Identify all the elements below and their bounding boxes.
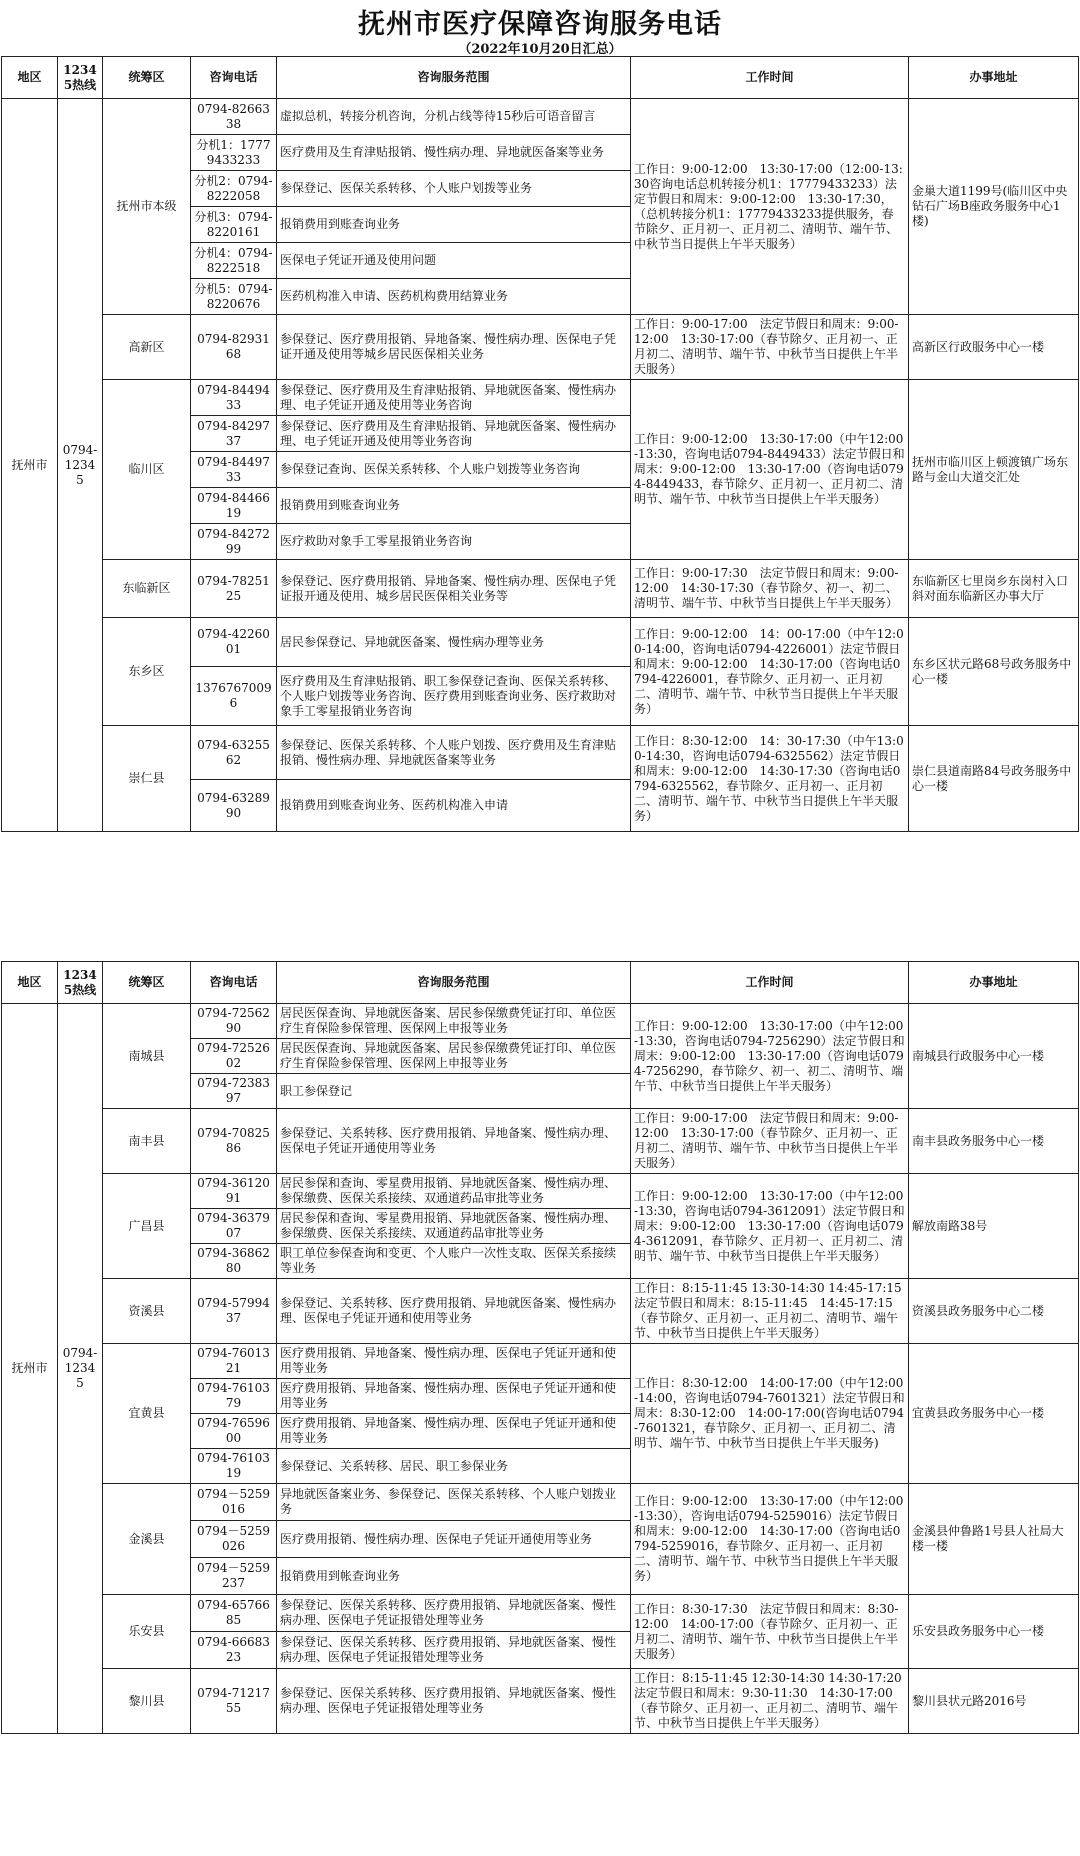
phone-cell: 0794-8446619 [191,488,277,524]
phone-cell: 分机3：0794-8220161 [191,207,277,243]
header-region: 地区 [2,962,58,1004]
table-header-row [2,962,1079,1004]
scope-cell: 医疗救助对象手工零星报销业务咨询 [277,524,631,560]
phone-cell: 0794－5259237 [191,1558,277,1595]
scope-cell: 参保登记、医保关系转移、个人账户划拨等业务 [277,171,631,207]
address-cell: 东临新区七里岗乡东岗村入口斜对面东临新区办事大厅 [909,560,1079,618]
address-cell: 崇仁县道南路84号政务服务中心一楼 [909,726,1079,832]
scope-cell: 医保电子凭证开通及使用问题 [277,243,631,279]
hotline-cell: 0794-12345 [58,99,103,832]
scope-cell: 参保登记、医保关系转移、医疗费用报销、异地就医备案、慢性病办理、医保电子凭证报错处理等业务 [277,1669,631,1734]
address-cell: 南城县行政服务中心一楼 [909,1004,1079,1109]
phone-cell: 0794－5259026 [191,1521,277,1558]
hours-cell: 工作日：9:00-17:00 法定节假日和周末：9:00-12:00 13:30-17:00（春节除夕、正月初一、正月初二、清明节、端午节、中秋节当日提供上午半天服务） [631,1109,909,1174]
table-row [2,1004,1079,1039]
area-cell: 乐安县 [103,1595,191,1669]
address-cell: 乐安县政务服务中心一楼 [909,1595,1079,1669]
scope-cell: 医疗费用报销、异地备案、慢性病办理、医保电子凭证开通和使用等业务 [277,1414,631,1449]
region-cell: 抚州市 [2,1004,58,1734]
phone-cell: 0794-7238397 [191,1074,277,1109]
table-row [2,1595,1079,1632]
address-cell: 资溪县政务服务中心二楼 [909,1279,1079,1344]
hours-cell: 工作日：9:00-12:00 13:30-17:00（中午12:00-13:30），咨询电话0794-5259016）法定节假日和周末：9:00-12:00 14:30-17:00（咨询电话0794-5259016，春节除夕、正月初一、正月初二、清明节、端午节、中秋节当日提供上午半天服务） [631,1484,909,1595]
area-cell: 东临新区 [103,560,191,618]
phone-cell: 0794-7610379 [191,1379,277,1414]
header-area: 统筹区 [103,57,191,99]
phone-cell: 0794-7252602 [191,1039,277,1074]
phone-cell: 0794-4226001 [191,618,277,667]
phone-cell: 0794-7610319 [191,1449,277,1484]
table-row [2,1669,1079,1734]
scope-cell: 医疗费用及生育津贴报销、职工参保登记查询、医保关系转移、个人账户划拨等业务咨询、医疗费用到账查询业务、医疗救助对象手工零星报销业务咨询 [277,667,631,726]
hours-cell: 工作日：9:00-12:00 14：00-17:00（中午12:00-14:00，咨询电话0794-4226001）法定节假日和周末：9:00-12:00 14:30-17:00（咨询电话0794-4226001，春节除夕、正月初一、正月初二、清明节、端午节、中秋节当日提供上午半天服务） [631,618,909,726]
table-row [2,1174,1079,1209]
phone-cell: 分机2：0794-8222058 [191,171,277,207]
hours-cell: 工作日：8:30-17:30 法定节假日和周末：8:30-12:00 14:00-17:00（春节除夕、正月初一、正月初二、清明节、端午节、中秋节当日提供上午半天服务） [631,1595,909,1669]
scope-cell: 医疗费用报销、异地备案、慢性病办理、医保电子凭证开通和使用等业务 [277,1379,631,1414]
phone-cell: 0794-5799437 [191,1279,277,1344]
scope-cell: 居民参保登记、异地就医备案、慢性病办理等业务 [277,618,631,667]
hours-cell: 工作日：9:00-17:00 法定节假日和周末：9:00-12:00 13:30-17:00（春节除夕、正月初一、正月初二、清明节、端午节、中秋节当日提供上午半天服务） [631,315,909,380]
header-hours: 工作时间 [631,57,909,99]
table-row [2,1109,1079,1174]
hours-cell: 工作日：9:00-12:00 13:30-17:00（12:00-13:30咨询电话总机转接分机1：17779433233）法定节假日和周末：9:00-12:00 13:30-17:30，（总机转接分机1：17779433233提供服务，春节除夕、正月初一、正月初二、清明节、端午节、中秋节当日提供上午半天服务） [631,99,909,315]
area-cell: 广昌县 [103,1174,191,1279]
document-title: 抚州市医疗保障咨询服务电话 [358,9,722,40]
table-row [2,618,1079,667]
scope-cell: 参保登记、医疗费用及生育津贴报销、异地就医备案、慢性病办理、电子凭证开通及使用等业务咨询 [277,380,631,416]
phone-cell: 13767670096 [191,667,277,726]
scope-cell: 参保登记、关系转移、医疗费用报销、异地备案、慢性病办理、医保电子凭证开通使用等业务 [277,1109,631,1174]
scope-cell: 参保登记、关系转移、医疗费用报销、异地就医备案、慢性病办理、医保电子凭证开通和使用等业务 [277,1279,631,1344]
address-cell: 东乡区状元路68号政务服务中心一楼 [909,618,1079,726]
phone-cell: 0794-7256290 [191,1004,277,1039]
header-hours: 工作时间 [631,962,909,1004]
phone-cell: 0794-8293168 [191,315,277,380]
table-row [2,726,1079,780]
phone-cell: 0794-3686280 [191,1244,277,1279]
area-cell: 金溪县 [103,1484,191,1595]
hours-cell: 工作日：9:00-12:00 13:30-17:00（中午12:00-13:30，咨询电话0794-3612091）法定节假日和周末：9:00-12:00 13:30-17:00（咨询电话0794-3612091，春节除夕、正月初一、正月初二、清明节、端午节、中秋节当日提供上午半天服务） [631,1174,909,1279]
phone-cell: 0794-6328990 [191,780,277,832]
phone-cell: 分机5：0794-8220676 [191,279,277,315]
area-cell: 宜黄县 [103,1344,191,1484]
table-row [2,315,1079,380]
phone-cell: 0794-8449433 [191,380,277,416]
scope-cell: 医疗费用及生育津贴报销、慢性病办理、异地就医备案等业务 [277,135,631,171]
hours-cell: 工作日：9:00-12:00 13:30-17:00（中午12:00-13:30，咨询电话0794-8449433）法定节假日和周末：9:00-12:00 13:30-17:00（咨询电话0794-8449433，春节除夕、正月初一、正月初二、清明节、端午节、中秋节当日提供上午半天服务） [631,380,909,560]
scope-cell: 参保登记、关系转移、居民、职工参保业务 [277,1449,631,1484]
area-cell: 南丰县 [103,1109,191,1174]
phone-cell: 0794-8429737 [191,416,277,452]
scope-cell: 参保登记、医疗费用报销、异地备案、慢性病办理、医保电子凭证报开通及使用、城乡居民医保相关业务等 [277,560,631,618]
table-header-row [2,57,1079,99]
hotline-cell: 0794-12345 [58,1004,103,1734]
scope-cell: 居民参保和查询、零星费用报销、异地就医备案、慢性病办理、参保缴费、医保关系接续、双通道药品审批等业务 [277,1209,631,1244]
document-subtitle: （2022年10月20日汇总） [458,42,622,57]
scope-cell: 报销费用到账查询业务、医药机构准入申请 [277,780,631,832]
hours-cell: 工作日：9:00-12:00 13:30-17:00（中午12:00-13:30，咨询电话0794-7256290）法定节假日和周末：9:00-12:00 13:30-17:00（咨询电话0794-7256290，春节除夕、初一、初二、清明节、端午节、中秋节当日提供上午半天服务） [631,1004,909,1109]
scope-cell: 医疗费用报销、慢性病办理、医保电子凭证开通使用等业务 [277,1521,631,1558]
address-cell: 宜黄县政务服务中心一楼 [909,1344,1079,1484]
phone-cell: 0794-7659600 [191,1414,277,1449]
contact-table-part-2 [1,961,1079,1734]
area-cell: 南城县 [103,1004,191,1109]
scope-cell: 职工参保登记 [277,1074,631,1109]
scope-cell: 异地就医备案业务、参保登记、医保关系转移、个人账户划拨业务 [277,1484,631,1521]
region-cell: 抚州市 [2,99,58,832]
header-address: 办事地址 [909,57,1079,99]
scope-cell: 参保登记、医疗费用报销、异地备案、慢性病办理、医保电子凭证开通及使用等城乡居民医保相关业务 [277,315,631,380]
phone-cell: 0794-8266338 [191,99,277,135]
address-cell: 解放南路38号 [909,1174,1079,1279]
area-cell: 黎川县 [103,1669,191,1734]
header-area: 统筹区 [103,962,191,1004]
table-row [2,1279,1079,1344]
scope-cell: 报销费用到账查询业务 [277,488,631,524]
phone-cell: 0794-6325562 [191,726,277,780]
phone-cell: 0794-6668323 [191,1632,277,1669]
phone-cell: 0794-3612091 [191,1174,277,1209]
header-scope: 咨询服务范围 [277,962,631,1004]
scope-cell: 参保登记、医保关系转移、医疗费用报销、异地就医备案、慢性病办理、医保电子凭证报错处理等业务 [277,1595,631,1632]
address-cell: 黎川县状元路2016号 [909,1669,1079,1734]
scope-cell: 虚拟总机，转接分机咨询，分机占线等待15秒后可语音留言 [277,99,631,135]
header-phone: 咨询电话 [191,962,277,1004]
table-row [2,1344,1079,1379]
phone-cell: 分机4：0794-8222518 [191,243,277,279]
phone-cell: 0794-7601321 [191,1344,277,1379]
contact-table-part-1 [1,56,1079,832]
phone-cell: 0794-7082586 [191,1109,277,1174]
phone-cell: 0794-7825125 [191,560,277,618]
table-row [2,380,1079,416]
scope-cell: 参保登记、医保关系转移、医疗费用报销、异地就医备案、慢性病办理、医保电子凭证报错处理等业务 [277,1632,631,1669]
phone-cell: 0794-8449733 [191,452,277,488]
hours-cell: 工作日：8:15-11:45 13:30-14:30 14:45-17:15 法定节假日和周末：8:15-11:45 14:45-17:15（春节除夕、正月初一、正月初二、清明节、端午节、中秋节当日提供上午半天服务） [631,1279,909,1344]
hours-cell: 工作日：8:30-12:00 14:00-17:00（中午12:00-14:00，咨询电话0794-7601321）法定节假日和周末：8:30-12:00 14:00-17:00(咨询电话0794-7601321，春节除夕、正月初一、正月初二、清明节、端午节、中秋节当日提供上午半天服务) [631,1344,909,1484]
scope-cell: 医药机构准入申请、医药机构费用结算业务 [277,279,631,315]
hours-cell: 工作日：9:00-17:30 法定节假日和周末：9:00-12:00 14:30-17:30（春节除夕、初一、初二、清明节、端午节、中秋节当日提供上午半天服务） [631,560,909,618]
scope-cell: 居民参保和查询、零星费用报销、异地就医备案、慢性病办理、参保缴费、医保关系接续、双通道药品审批等业务 [277,1174,631,1209]
scope-cell: 报销费用到账查询业务 [277,207,631,243]
address-cell: 抚州市临川区上顿渡镇广场东路与金山大道交汇处 [909,380,1079,560]
area-cell: 资溪县 [103,1279,191,1344]
address-cell: 南丰县政务服务中心一楼 [909,1109,1079,1174]
header-phone: 咨询电话 [191,57,277,99]
scope-cell: 参保登记查询、医保关系转移、个人账户划拨等业务咨询 [277,452,631,488]
hours-cell: 工作日：8:30-12:00 14：30-17:30（中午13:00-14:30，咨询电话0794-6325562）法定节假日和周末：9:00-12:00 14:30-17:30（咨询电话0794-6325562，春节除夕、正月初一、正月初二、清明节、端午节、中秋节当日提供上午半天服务） [631,726,909,832]
area-cell: 崇仁县 [103,726,191,832]
scope-cell: 医疗费用报销、异地备案、慢性病办理、医保电子凭证开通和使用等业务 [277,1344,631,1379]
area-cell: 临川区 [103,380,191,560]
header-region: 地区 [2,57,58,99]
table-row [2,560,1079,618]
scope-cell: 报销费用到帐查询业务 [277,1558,631,1595]
phone-cell: 0794-6576685 [191,1595,277,1632]
phone-cell: 0794-7121755 [191,1669,277,1734]
header-scope: 咨询服务范围 [277,57,631,99]
hours-cell: 工作日：8:15-11:45 12:30-14:30 14:30-17:20 法定节假日和周末：9:30-11:30 14:30-17:00（春节除夕、正月初一、正月初二、清明节、端午节、中秋节当日提供上午半天服务） [631,1669,909,1734]
table-row [2,99,1079,135]
phone-cell: 0794-3637907 [191,1209,277,1244]
phone-cell: 分机1：17779433233 [191,135,277,171]
area-cell: 抚州市本级 [103,99,191,315]
scope-cell: 居民医保查询、异地就医备案、居民参保缴费凭证打印、单位医疗生育保险参保管理、医保网上申报等业务 [277,1004,631,1039]
address-cell: 高新区行政服务中心一楼 [909,315,1079,380]
area-cell: 东乡区 [103,618,191,726]
address-cell: 金溪县仲鲁路1号县人社局大楼一楼 [909,1484,1079,1595]
phone-cell: 0794－5259016 [191,1484,277,1521]
area-cell: 高新区 [103,315,191,380]
scope-cell: 职工单位参保查询和变更、个人账户一次性支取、医保关系接续等业务 [277,1244,631,1279]
address-cell: 金巢大道1199号(临川区中央钻石广场B座政务服务中心1楼) [909,99,1079,315]
header-hotline: 12345热线 [58,962,103,1004]
phone-cell: 0794-8427299 [191,524,277,560]
header-hotline: 12345热线 [58,57,103,99]
scope-cell: 参保登记、医疗费用及生育津贴报销、异地就医备案、慢性病办理、电子凭证开通及使用等业务咨询 [277,416,631,452]
table-row [2,1484,1079,1521]
scope-cell: 参保登记、医保关系转移、个人账户划拨、医疗费用及生育津贴报销、慢性病办理、异地就医备案等业务 [277,726,631,780]
header-address: 办事地址 [909,962,1079,1004]
scope-cell: 居民医保查询、异地就医备案、居民参保缴费凭证打印、单位医疗生育保险参保管理、医保网上申报等业务 [277,1039,631,1074]
